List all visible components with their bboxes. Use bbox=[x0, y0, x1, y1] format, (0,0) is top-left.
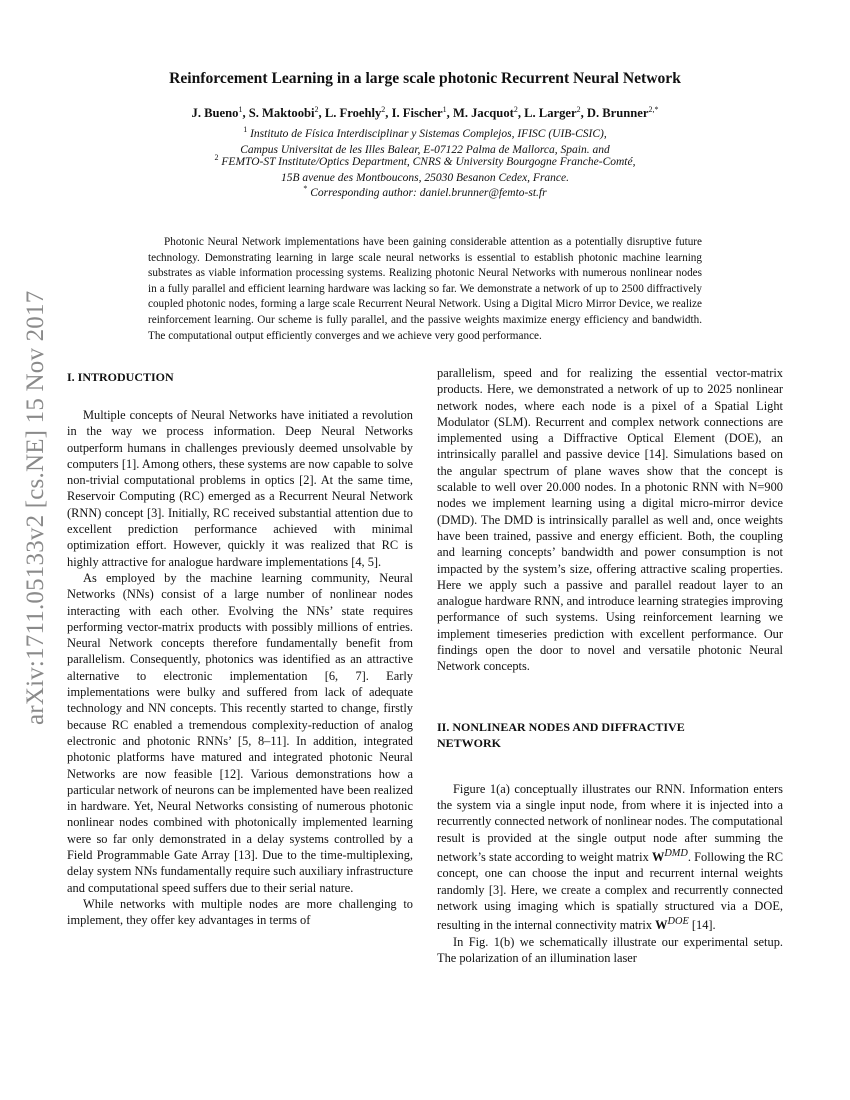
paragraph: Multiple concepts of Neural Networks have initiated a revolution in the way we process information. Deep Neural Networks outperform humans in challenges previously deemed unsolvable by computers [1]. Among others, these systems are now capable to solve non-trivial computational problems in optics [2]. At the same time, Reservoir Computing (RC) emerged as a Recurrent Neural Network (RNN) concept [3]. Initially, RC received substantial attention due to excellent prediction performance achieved with minimal optimization effort. However, quickly it was realized that RC is highly attractive for analogue hardware implementations [4, 5]. bbox=[67, 408, 413, 569]
paragraph: While networks with multiple nodes are more challenging to implement, they offer key advantages in terms of bbox=[67, 896, 413, 928]
paper-title: Reinforcement Learning in a large scale photonic Recurrent Neural Network bbox=[169, 70, 681, 87]
author: M. Jacquot$^2$ bbox=[452, 105, 518, 121]
paragraph: Figure 1(a) conceptually illustrates our RNN. Information enters the system via a single input node, from where it is injected into a recurrently connected network of nonlinear nodes. The computational result is provided at the single output node after summing the network’s state according to weight matrix $W^{DMD}$. Following the RC concept, one can choose the input and recurrent internal weights randomly [3]. Here, we create a complex and recurrently connected network using imaging which is spatially structured via a DOE, resulting in the internal connectivity matrix $W^{DOE}$ [14]. bbox=[437, 781, 783, 933]
corresponding-author: * Corresponding author: daniel.brunner@femto-st.fr bbox=[303, 184, 547, 199]
arxiv-stamp: arXiv:1711.05133v2 [cs.NE] 15 Nov 2017 bbox=[22, 290, 49, 725]
author: L. Froehly$^2$ bbox=[324, 105, 386, 121]
section-heading: II. NONLINEAR NODES AND DIFFRACTIVE NETWORK bbox=[437, 719, 685, 750]
abstract: Photonic Neural Network implementations have been gaining considerable attention as a potentially disruptive future technology. Demonstrating learning in large scale neural networks is essential to establish photonic machine learning substrates as viable information processing systems. Realizing photonic Neural Networks with numerous nonlinear nodes in a fully parallel and efficient learning hardware was lacking so far. We demonstrate a network of up to 2500 diffractively coupled photonic nodes, forming a large scale Recurrent Neural Network. Using a Digital Micro Mirror Device, we realize reinforcement learning. Our scheme is fully parallel, and the passive weights maximize energy efficiency and bandwidth. The computational output efficiently converges and we achieve very good performance. bbox=[148, 236, 702, 342]
paragraph: In Fig. 1(b) we schematically illustrate our experimental setup. The polarization of an illumination laser bbox=[437, 934, 783, 965]
matrix-symbol: W bbox=[655, 918, 668, 933]
author: I. Fischer$^1$ bbox=[391, 105, 447, 121]
left-column bbox=[67, 365, 413, 929]
affiliation-2: $^2$ FEMTO-ST Institute/Optics Department, CNRS & University Bourgogne Franche-Comté, 15B avenue des Montboucons, 25030 Besanon Cedex, France. bbox=[214, 153, 636, 184]
section-heading: I. INTRODUCTION bbox=[67, 370, 174, 384]
right-column bbox=[437, 365, 783, 966]
matrix-symbol: W bbox=[651, 849, 665, 864]
paragraph: As employed by the machine learning community, Neural Networks (NNs) consist of a large number of nonlinear nodes interacting with each other. Evolving the NNs’ state requires performing vector-matrix products with possibly millions of entries. Neural Network concepts therefore fundamentally benefit from parallelism. Consequently, photonics was identified as an attractive alternative to electronic implementation [6, 7]. Early implementations were bulky and suffered from lack of adequate technology and NN concepts. This recently started to change, firstly because RC enabled a tremendous complexity-reduction of analog electronic and photonic RNNs’ [5, 8–11]. In addition, integrated photonic platforms have matured and integrated photonic Neural Networks are now feasible [12]. Various demonstrations how a particular network of neurons can be implemented have been realized in hardware. Yet, Neural Networks consisting of numerous photonic nonlinear nodes combined with photonically implemented learning were so far only demonstrated in a delay systems controlled by a Field Programmable Gate Array [13]. Due to the time-multiplexing, delay system NNs fundamentally require such auxiliary infrastructure and computational speed suffers due to their serial nature. bbox=[67, 570, 413, 895]
author: J. Bueno$^1$ bbox=[191, 105, 243, 121]
affiliation-1: $^1$ Instituto de Física Interdisciplinar y Sistemas Complejos, IFISC (UIB-CSIC), Campus Universitat de les Illes Balear, E-07122 Palma de Mallorca, Spain. and bbox=[240, 125, 610, 156]
author: S. Maktoobi$^2$ bbox=[248, 105, 319, 121]
paragraph: parallelism, speed and for realizing the essential vector-matrix products. Here, we demonstrated a network of up to 2025 nonlinear network nodes, where each node is a pixel of a Spatial Light Modulator (SLM). Recurrent and complex network connections are implemented using a Diffractive Optical Element (DOE), an intrinsically parallel and passive device [14]. Simulations based on the angular spectrum of plane waves show that the concept is scalable to well over 20.000 nodes. In a photonic RNN with N=900 nodes we implement learning using a digital micro-mirror device (DMD). The DMD is intrinsically parallel as well and, once weights have been trained, passive and energy efficient. Both, the coupling and learning concepts’ bandwidth and power consumption is not impacted by the system’s size, offering attractive scaling properties. Here we apply such a passive and parallel readout layer to an analogue hardware RNN, and introduce learning strategies improving performance of such systems. Using reinforcement learning we implement timeseries prediction with excellent performance. Our findings open the door to novel and versatile photonic Neural Network concepts. bbox=[437, 366, 783, 674]
author: D. Brunner$^{2,*}$ bbox=[586, 105, 659, 121]
author-list: J. Bueno$^1$, S. Maktoobi$^2$, L. Froehly$^2$, I. Fischer$^1$, M. Jacquot$^2$, L. Larger$^2$, D. Brunner$^{2,*}$ bbox=[191, 105, 659, 121]
author: L. Larger$^2$ bbox=[524, 105, 581, 121]
